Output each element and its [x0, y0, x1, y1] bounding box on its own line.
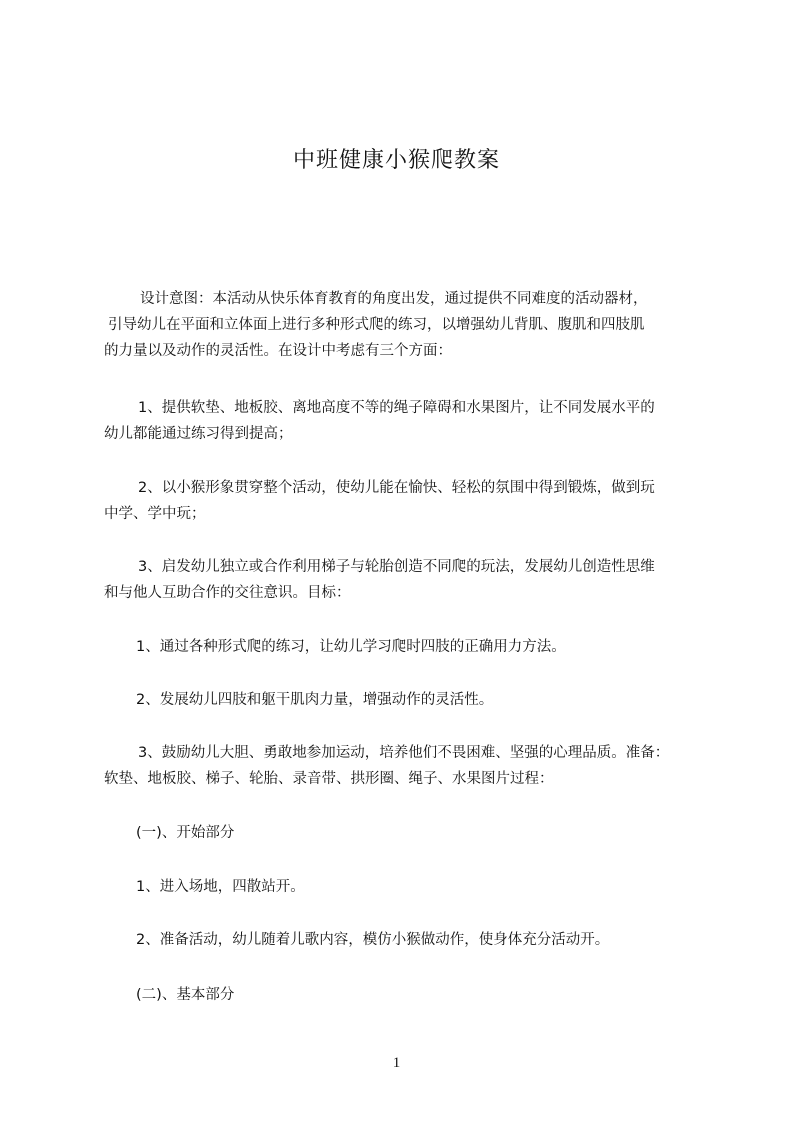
paragraph-aspect-3 — [104, 554, 704, 606]
paragraph-goal-1 — [104, 634, 704, 660]
text-line: (一)、开始部分 — [136, 825, 235, 841]
text-line: 1、通过各种形式爬的练习，让幼儿学习爬时四肢的正确用力方法。 — [136, 639, 566, 655]
section-heading-start — [104, 820, 704, 846]
text-line: 中学、学中玩； — [104, 506, 206, 522]
paragraph-step-2 — [104, 927, 704, 953]
paragraph-step-1 — [104, 874, 704, 900]
text-line: 2、以小猴形象贯穿整个活动，使幼儿能在愉快、轻松的氛围中得到锻炼，做到玩 — [138, 480, 655, 496]
paragraph-aspect-1 — [104, 395, 704, 447]
text-line: 3、鼓励幼儿大胆、勇敢地参加运动，培养他们不畏困难、坚强的心理品质。准备： — [138, 745, 670, 761]
text-line: 2、准备活动，幼儿随着儿歌内容，模仿小猴做动作，使身体充分活动开。 — [136, 932, 610, 948]
text-line: 1、进入场地，四散站开。 — [136, 879, 305, 895]
text-line: 引导幼儿在平面和立体面上进行多种形式爬的练习，以增强幼儿背肌、腹肌和四肢肌 — [108, 317, 645, 333]
text-line: 幼儿都能通过练习得到提高； — [104, 426, 293, 442]
text-line: 3、启发幼儿独立或合作利用梯子与轮胎创造不同爬的玩法，发展幼儿创造性思维 — [138, 559, 655, 575]
paragraph-aspect-2 — [104, 475, 704, 527]
page-number: 1 — [392, 1055, 401, 1071]
text-line: 1、提供软垫、地板胶、离地高度不等的绳子障碍和水果图片，让不同发展水平的 — [138, 400, 655, 416]
text-line: 软垫、地板胶、梯子、轮胎、录音带、拱形圈、绳子、水果图片过程： — [104, 771, 554, 787]
section-heading-basic — [104, 982, 704, 1008]
paragraph-goal-3 — [104, 740, 704, 792]
text-line: 和与他人互助合作的交往意识。目标： — [104, 585, 351, 601]
text-line: 2、发展幼儿四肢和躯干肌肉力量，增强动作的灵活性。 — [136, 692, 494, 708]
text-line: (二)、基本部分 — [136, 987, 235, 1003]
text-line: 设计意图：本活动从快乐体育教育的角度出发，通过提供不同难度的活动器材， — [140, 291, 648, 307]
text-line: 的力量以及动作的灵活性。在设计中考虑有三个方面： — [104, 343, 452, 359]
paragraph-goal-2 — [104, 687, 704, 713]
paragraph-design-intent — [104, 286, 704, 364]
document-title: 中班健康小猴爬教案 — [292, 148, 500, 173]
